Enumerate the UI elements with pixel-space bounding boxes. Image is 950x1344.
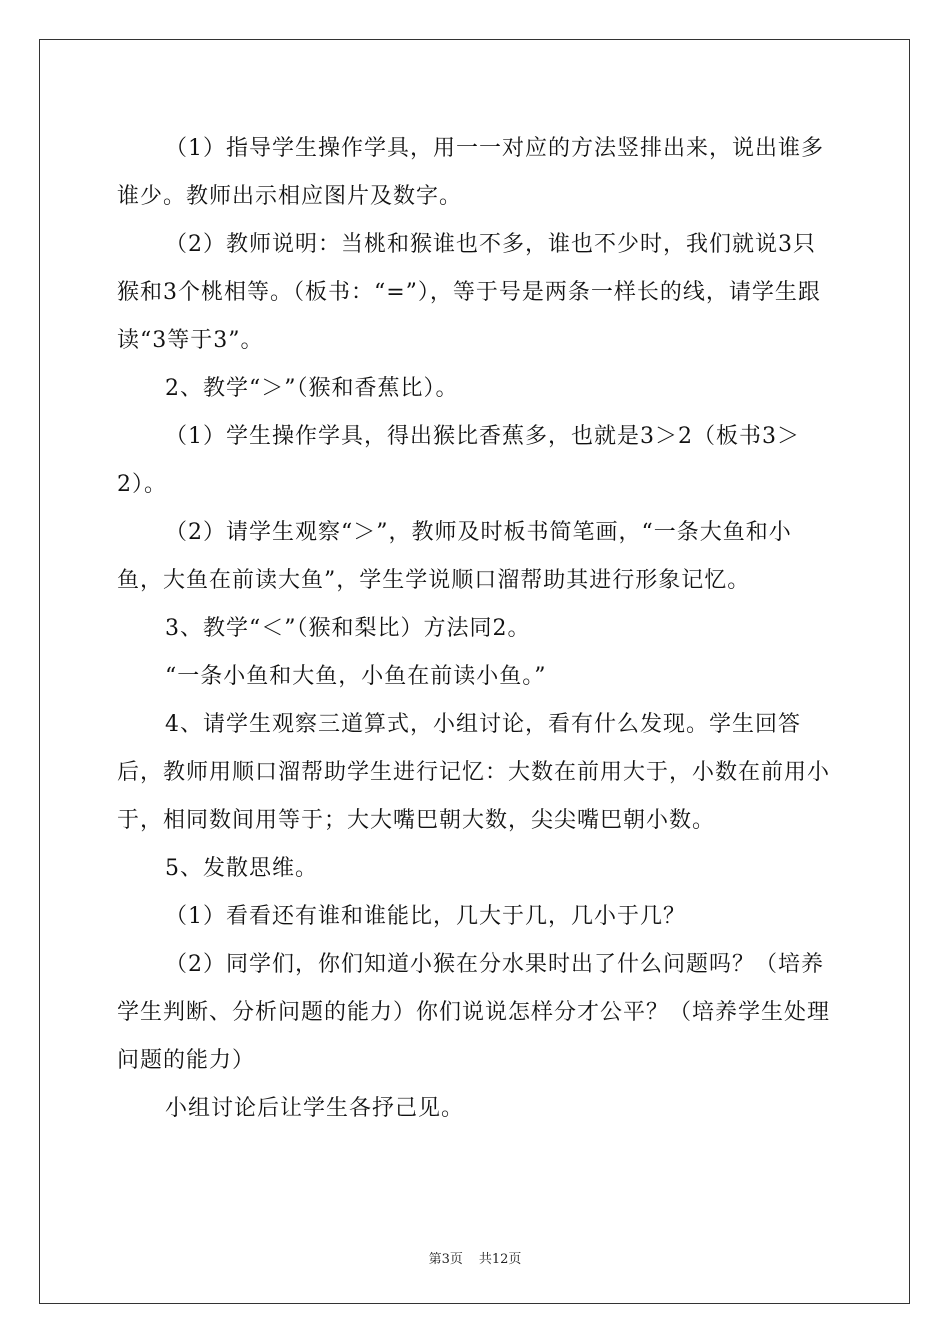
page-number: 第3页 — [428, 1252, 463, 1267]
paragraph-12: 小组讨论后让学生各抒己见。 — [165, 1096, 465, 1121]
paragraph-11: （2）同学们，你们知道小猴在分水果时出了什么问题吗？（培养学生判断、分析问题的能力）你们说说怎样分才公平？（培养学生处理问题的能力） — [117, 952, 831, 1073]
paragraph-4: （1）学生操作学具，得出猴比香蕉多，也就是3＞2（板书3＞2）。 — [117, 424, 800, 497]
paragraph-6: 3、教学“＜”（猴和梨比）方法同2。 — [165, 616, 531, 641]
document-body — [117, 125, 837, 1133]
paragraph-8: 4、请学生观察三道算式，小组讨论，看有什么发现。学生回答后，教师用顺口溜帮助学生进行记忆：大数在前用大于，小数在前用小于，相同数间用等于；大大嘴巴朝大数，尖尖嘴巴朝小数。 — [117, 712, 831, 833]
paragraph-1: （1）指导学生操作学具，用一一对应的方法竖排出来，说出谁多谁少。教师出示相应图片及数字。 — [117, 136, 824, 209]
paragraph-2: （2）教师说明：当桃和猴谁也不多，谁也不少时，我们就说3只猴和3个桃相等。（板书：“=”），等于号是两条一样长的线，请学生跟读“3等于3”。 — [117, 232, 821, 353]
page-footer — [0, 1248, 950, 1267]
paragraph-3: 2、教学“＞”（猴和香蕉比）。 — [165, 376, 459, 401]
paragraph-10: （1）看看还有谁和谁能比，几大于几，几小于几？ — [165, 904, 686, 929]
paragraph-7: “一条小鱼和大鱼，小鱼在前读小鱼。” — [165, 664, 547, 689]
page-total: 共12页 — [478, 1252, 522, 1267]
paragraph-5: （2）请学生观察“＞”，教师及时板书简笔画，“一条大鱼和小鱼，大鱼在前读大鱼”，学生学说顺口溜帮助其进行形象记忆。 — [117, 520, 792, 593]
paragraph-9: 5、发散思维。 — [165, 856, 318, 881]
